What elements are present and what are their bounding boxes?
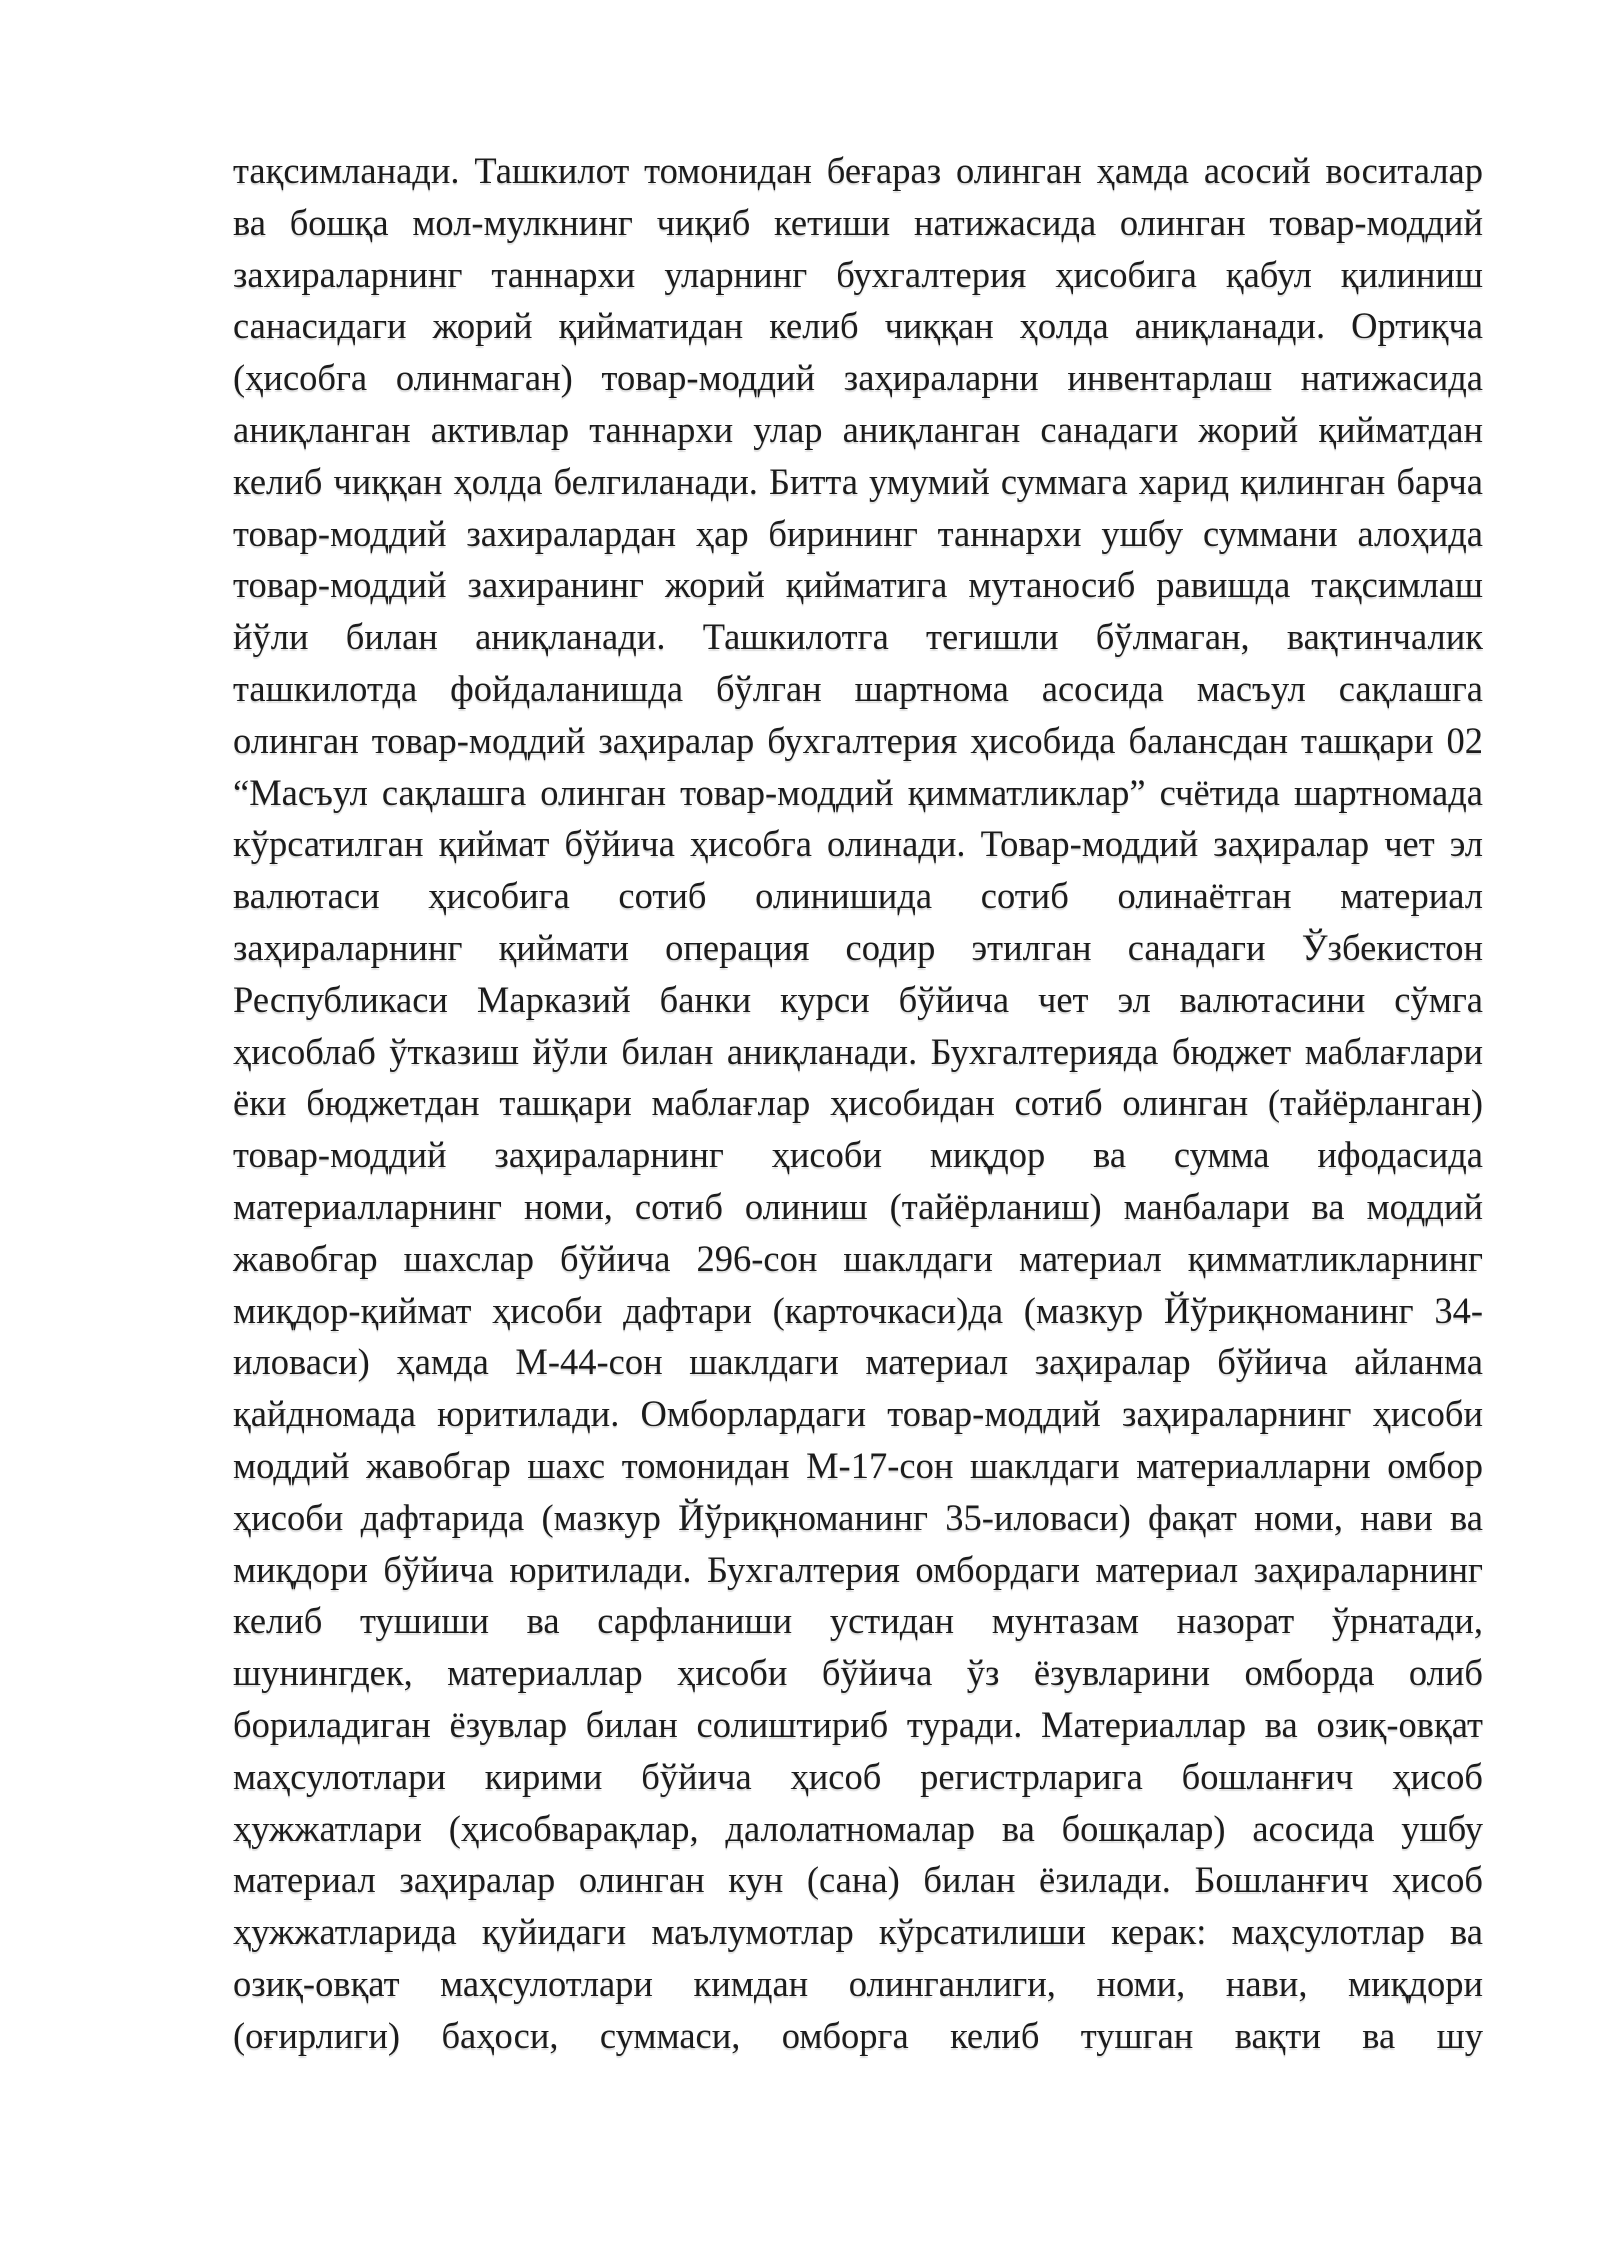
text-line: товар-моддий захиранинг жорий қийматига мутаносиб равишда тақсимлаш	[233, 564, 1483, 606]
text-line: иловаси) ҳамда М-44-сон шаклдаги материал заҳиралар бўйича айланма	[233, 1341, 1483, 1383]
text-line: миқдор-қиймат ҳисоби дафтари (карточкаси)да (мазкур Йўриқноманинг 34-	[233, 1289, 1483, 1331]
text-line: келиб тушиши ва сарфланиши устидан мунтазам назорат ўрнатади,	[233, 1600, 1483, 1642]
text-line: товар-моддий заҳираларнинг ҳисоби миқдор ва сумма ифодасида	[233, 1134, 1483, 1176]
text-line: ва бошқа мол-мулкнинг чиқиб кетиши натижасида олинган товар-моддий	[233, 201, 1483, 243]
text-line: шунингдек, материаллар ҳисоби бўйича ўз ёзувларини омборда олиб	[233, 1652, 1483, 1694]
body-text	[233, 145, 1483, 2061]
text-line: ташкилотда фойдаланишда бўлган шартнома асосида масъул сақлашга	[233, 667, 1483, 709]
text-line: ҳисоби дафтарида (мазкур Йўриқноманинг 35-иловаси) фақат номи, нави ва	[233, 1496, 1483, 1538]
text-line: (ҳисобга олинмаган) товар-моддий заҳираларни инвентарлаш натижасида	[233, 357, 1483, 399]
text-line: кўрсатилган қиймат бўйича ҳисобга олинади. Товар-моддий заҳиралар чет эл	[233, 823, 1483, 865]
text-line: ёки бюджетдан ташқари маблағлар ҳисобидан сотиб олинган (тайёрланган)	[233, 1082, 1483, 1124]
text-line: озиқ-овқат маҳсулотлари кимдан олинганлиги, номи, нави, миқдори	[233, 1962, 1483, 2004]
text-line: материалларнинг номи, сотиб олиниш (тайёрланиш) манбалари ва моддий	[233, 1185, 1483, 1227]
text-line: валютаси ҳисобига сотиб олинишида сотиб олинаётган материал	[233, 875, 1483, 917]
text-line: ҳужжатларида қуйидаги маълумотлар кўрсатилиши керак: маҳсулотлар ва	[233, 1911, 1483, 1953]
text-line: моддий жавобгар шахс томонидан М-17-сон шаклдаги материалларни омбор	[233, 1444, 1483, 1486]
text-line: йўли билан аниқланади. Ташкилотга тегишли бўлмаган, вақтинчалик	[233, 616, 1483, 658]
text-line: келиб чиққан ҳолда белгиланади. Битта умумий суммага харид қилинган барча	[233, 460, 1483, 502]
text-line: захираларнинг таннархи уларнинг бухгалтерия ҳисобига қабул қилиниш	[233, 253, 1483, 295]
text-line: (оғирлиги) баҳоси, суммаси, омборга келиб тушган вақти ва шу	[233, 2014, 1483, 2056]
text-line: ҳисоблаб ўтказиш йўли билан аниқланади. Бухгалтерияда бюджет маблағлари	[233, 1030, 1483, 1072]
text-line: жавобгар шахслар бўйича 296-сон шаклдаги материал қимматликларнинг	[233, 1237, 1483, 1279]
text-line: заҳираларнинг қиймати операция содир этилган санадаги Ўзбекистон	[233, 926, 1483, 968]
text-line: аниқланган активлар таннархи улар аниқланган санадаги жорий қийматдан	[233, 408, 1483, 450]
text-line: бориладиган ёзувлар билан солиштириб туради. Материаллар ва озиқ-овқат	[233, 1703, 1483, 1745]
text-line: санасидаги жорий қийматидан келиб чиққан ҳолда аниқланади. Ортиқча	[233, 305, 1483, 347]
text-line: қайдномада юритилади. Омборлардаги товар-моддий заҳираларнинг ҳисоби	[233, 1393, 1483, 1435]
text-line: миқдори бўйича юритилади. Бухгалтерия омбордаги материал заҳираларнинг	[233, 1548, 1483, 1590]
text-line: Республикаси Марказий банки курси бўйича чет эл валютасини сўмга	[233, 978, 1483, 1020]
text-line: тақсимланади. Ташкилот томонидан беғараз олинган ҳамда асосий воситалар	[233, 150, 1483, 191]
text-line: материал заҳиралар олинган кун (сана) билан ёзилади. Бошланғич ҳисоб	[233, 1859, 1483, 1901]
text-line: маҳсулотлари кирими бўйича ҳисоб регистрларига бошланғич ҳисоб	[233, 1755, 1483, 1797]
text-line: ҳужжатлари (ҳисобварақлар, далолатномалар ва бошқалар) асосида ушбу	[233, 1807, 1483, 1849]
text-line: “Масъул сақлашга олинган товар-моддий қимматликлар” счётида шартномада	[233, 771, 1483, 813]
text-line: товар-моддий захиралардан ҳар бирининг таннархи ушбу суммани алоҳида	[233, 512, 1483, 554]
text-line: олинган товар-моддий заҳиралар бухгалтерия ҳисобида балансдан ташқари 02	[233, 719, 1483, 761]
